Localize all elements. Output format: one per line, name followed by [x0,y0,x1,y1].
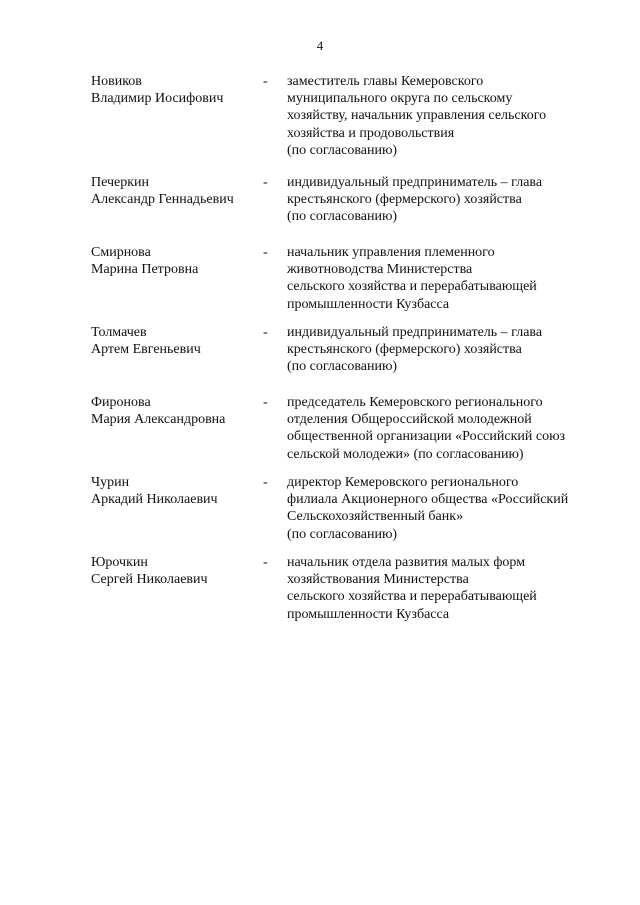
member-surname: Новиков [91,74,142,89]
member-given-name: Аркадий Николаевич [91,492,218,508]
member-list [0,73,640,634]
member-role [287,73,607,159]
member-role [287,174,607,226]
role-line: сельской молодежи» (по согласованию) [287,446,524,462]
role-line: директор Кемеровского регионального [287,475,519,490]
member-role [287,474,607,543]
member-entry-tolmachev [0,324,640,394]
member-surname: Юрочкин [91,555,148,570]
role-line: промышленности Кузбасса [287,606,450,622]
role-line: сельского хозяйства и перерабатывающей [287,279,537,295]
role-line: хозяйства и продовольствия [287,125,455,141]
role-line: отделения Общероссийской молодежной [287,412,532,428]
role-line: филиала Акционерного общества «Российский [287,492,569,508]
member-name [91,394,261,428]
dash-separator: - [263,245,268,260]
member-entry-pecherkin [0,174,640,244]
member-entry-novikov [0,73,640,174]
member-surname: Фиронова [91,395,151,410]
member-role [287,554,607,623]
member-given-name: Мария Александровна [91,412,226,428]
role-line: председатель Кемеровского регионального [287,395,543,410]
member-name [91,73,261,107]
member-given-name: Александр Геннадьевич [91,192,234,208]
role-line: (по согласованию) [287,526,398,542]
member-name [91,554,261,588]
member-name [91,474,261,508]
member-given-name: Артем Евгеньевич [91,342,201,358]
member-role [287,324,607,376]
role-line: (по согласованию) [287,142,398,158]
role-line: заместитель главы Кемеровского [287,74,484,89]
member-entry-churin [0,474,640,554]
member-surname: Смирнова [91,245,151,260]
role-line: начальник управления племенного [287,245,495,260]
role-line: крестьянского (фермерского) хозяйства [287,342,522,358]
role-line: хозяйствования Министерства [287,572,469,588]
role-line: крестьянского (фермерского) хозяйства [287,192,522,208]
member-surname: Чурин [91,475,130,490]
member-role [287,394,607,463]
role-line: (по согласованию) [287,209,398,225]
role-line: хозяйству, начальник управления сельского [287,108,547,124]
member-name [91,244,261,278]
role-line: сельского хозяйства и перерабатывающей [287,589,537,605]
member-given-name: Владимир Иосифович [91,91,224,107]
role-line: начальник отдела развития малых форм [287,555,526,570]
role-line: промышленности Кузбасса [287,296,450,312]
dash-separator: - [263,175,268,190]
member-name [91,174,261,208]
role-line: животноводства Министерства [287,262,473,278]
role-line: муниципального округа по сельскому [287,91,513,107]
member-given-name: Марина Петровна [91,262,199,278]
role-line: Сельскохозяйственный банк» [287,509,464,525]
member-entry-smirnova [0,244,640,324]
member-entry-yurochkin [0,554,640,634]
dash-separator: - [263,325,268,340]
dash-separator: - [263,555,268,570]
member-given-name: Сергей Николаевич [91,572,208,588]
member-name [91,324,261,358]
dash-separator: - [263,395,268,410]
dash-separator: - [263,475,268,490]
role-line: (по согласованию) [287,359,398,375]
dash-separator: - [263,74,268,89]
role-line: индивидуальный предприниматель – глава [287,175,543,190]
role-line: индивидуальный предприниматель – глава [287,325,543,340]
member-surname: Печеркин [91,175,150,190]
page-number: 4 [316,38,324,53]
member-entry-fironova [0,394,640,474]
member-role [287,244,607,313]
role-line: общественной организации «Российский союз [287,429,566,445]
member-surname: Толмачев [91,325,147,340]
